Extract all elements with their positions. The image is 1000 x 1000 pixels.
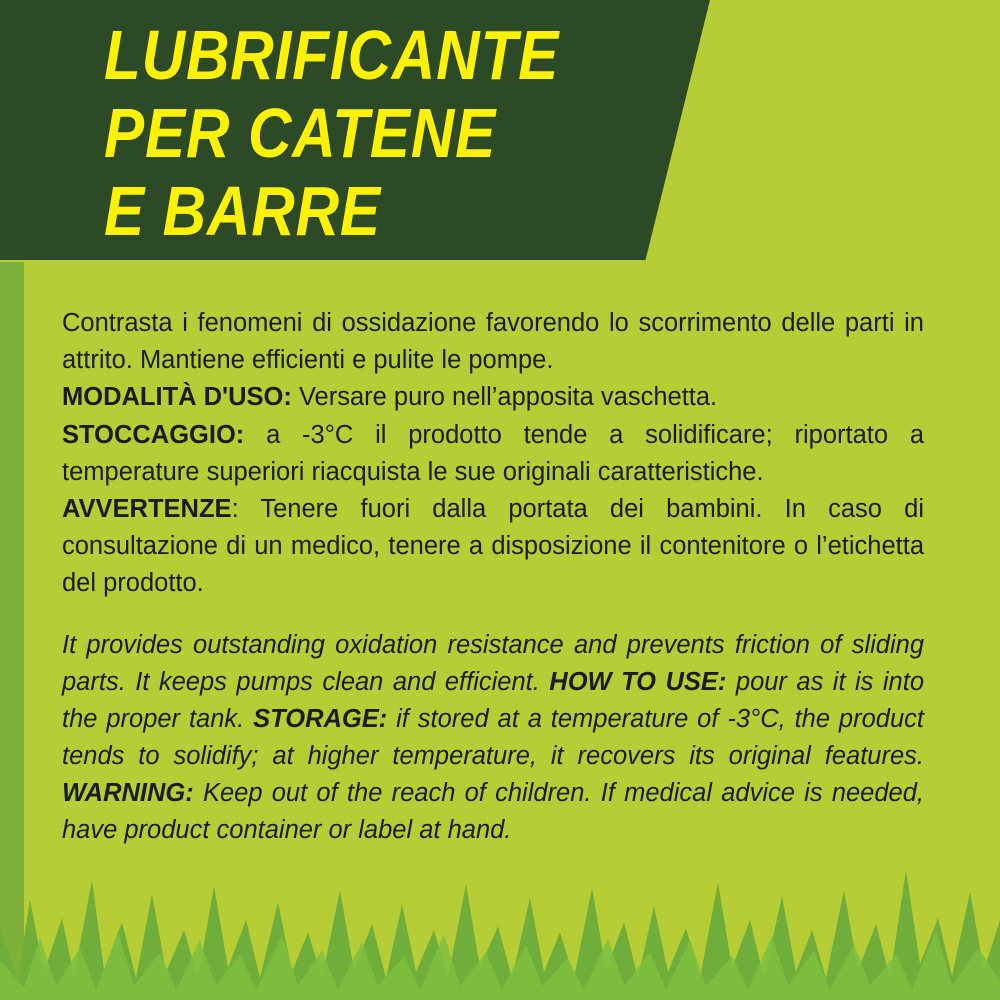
warning-heading-en: WARNING: [62,779,194,807]
usage-heading-it: MODALITÀ D'USO: [62,383,292,412]
italian-warning [62,491,924,603]
storage-heading-en: STORAGE: [253,705,388,733]
grass-decoration [0,860,1000,1000]
english-intro: It provides outstanding oxidation resistance and prevents friction of sliding parts. It keeps pumps clean and efficient. [62,631,924,696]
storage-heading-it: STOCCAGGIO: [62,420,245,449]
product-title [104,16,559,250]
warning-heading-it: AVVERTENZE [62,495,232,524]
title-line-2: PER CATENE [104,94,497,172]
italian-storage [62,417,924,491]
italian-intro: Contrasta i fenomeni di ossidazione favorendo lo scorrimento delle parti in attrito. Mantiene efficienti e pulite le pompe. [62,309,924,375]
usage-text-en: pour as it is into the proper tank. [62,668,925,733]
usage-text-it: Versare puro nell’apposita vaschetta. [291,383,718,412]
warning-text-it: : Tenere fuori dalla portata dei bambini. In caso di consultazione di un medico, tenere a disposizione il contenitore o l’etichetta del prodotto. [62,495,924,598]
title-line-3: E BARRE [104,172,381,250]
usage-heading-en: HOW TO USE: [549,668,727,696]
italian-description [62,305,924,603]
storage-text-en: if stored at a temperature of -3°C, the product tends to solidify; at higher temperature, it recovers its original features. [62,705,924,770]
storage-text-it: a -3°C il prodotto tende a solidificare; riportato a temperature superiori riacquista le sue originali caratteristiche. [62,420,924,486]
warning-text-en: Keep out of the reach of children. If medical advice is needed, have product container or label at hand. [62,779,924,844]
italian-usage [62,379,924,416]
title-line-1: LUBRIFICANTE [104,16,560,94]
english-description [62,627,924,849]
